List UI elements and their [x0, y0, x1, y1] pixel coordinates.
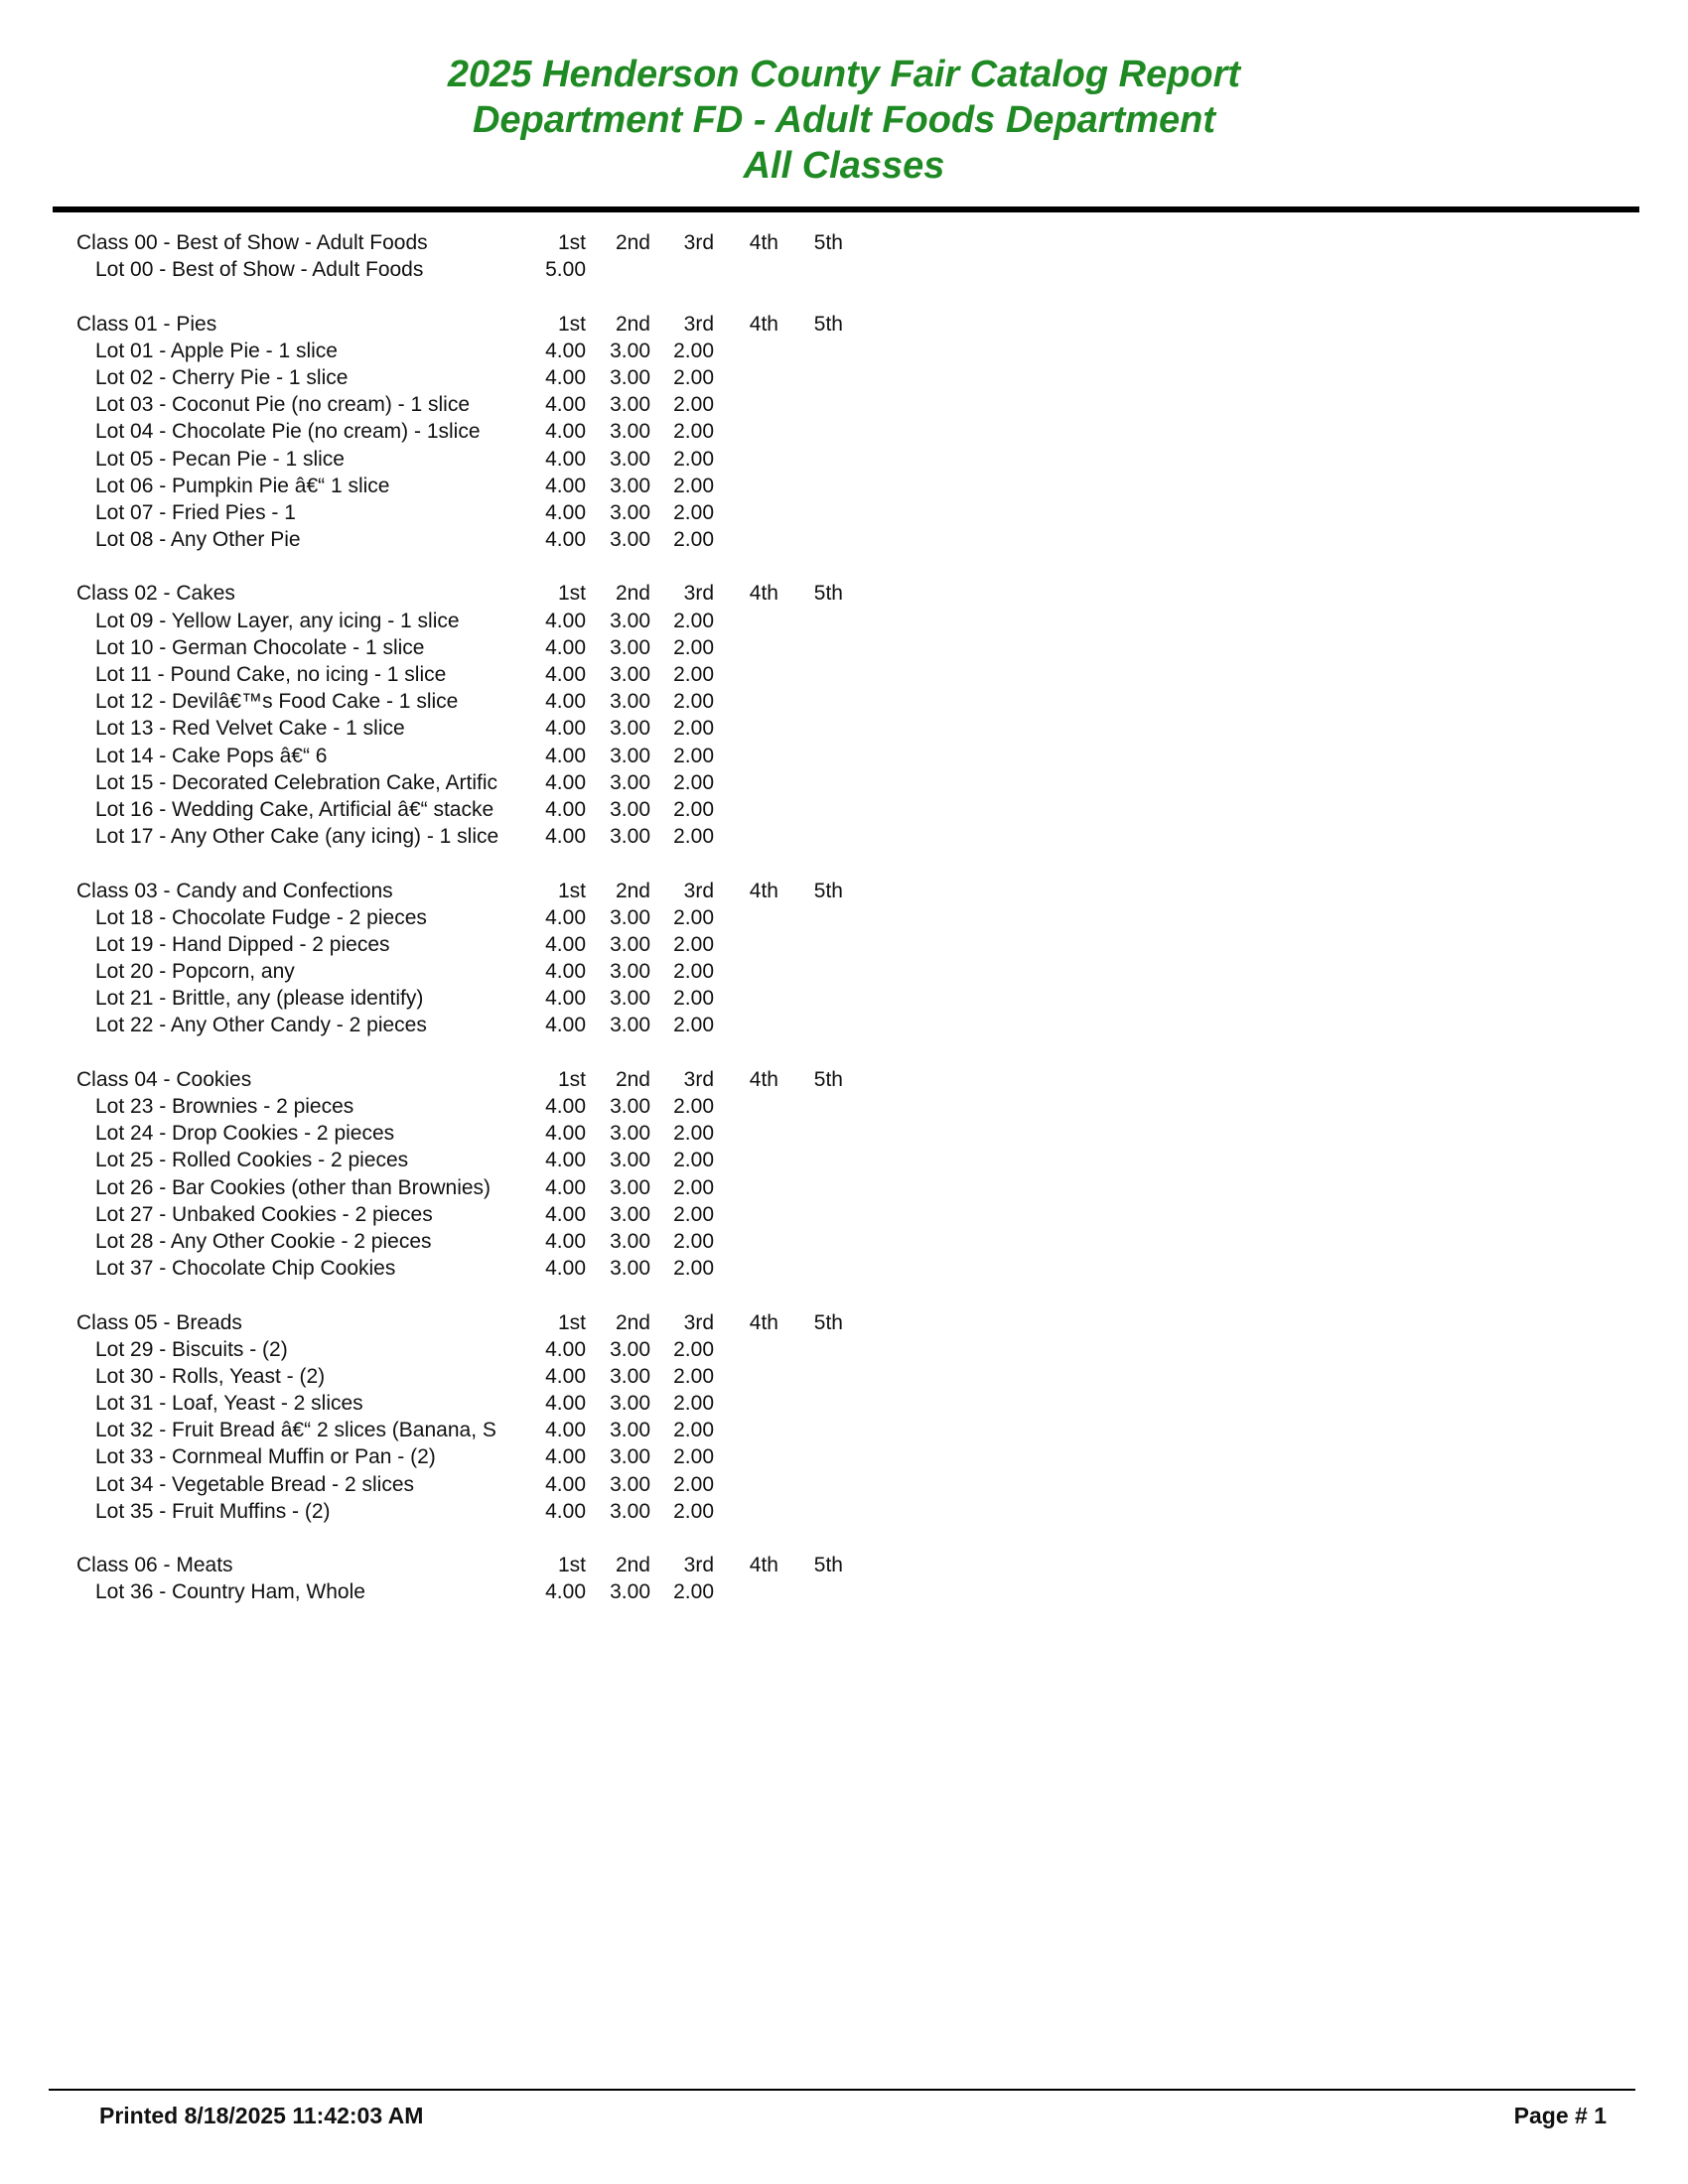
class-name: Class 03 - Candy and Confections: [76, 879, 393, 902]
report-title-line-2: Department FD - Adult Foods Department: [472, 99, 1216, 141]
prize-amount: 3.00: [610, 393, 650, 417]
prize-amount: 4.00: [545, 1257, 586, 1281]
prize-amount: 2.00: [673, 1229, 714, 1253]
prize-amount: 4.00: [545, 1149, 586, 1172]
place-header: 2nd: [615, 231, 650, 254]
lot-row: [76, 1471, 871, 1498]
prize-amount: 4.00: [545, 609, 586, 632]
lot-name: Lot 08 - Any Other Pie: [95, 528, 301, 552]
lot-name: Lot 06 - Pumpkin Pie â€“ 1 slice: [95, 474, 390, 497]
lot-row: [76, 688, 871, 715]
prize-amount: 4.00: [545, 365, 586, 389]
prize-amount: 4.00: [545, 1364, 586, 1388]
lot-row: [76, 1147, 871, 1173]
prize-amount: 2.00: [673, 1095, 714, 1118]
class-spacer: [76, 553, 871, 580]
lot-name: Lot 27 - Unbaked Cookies - 2 pieces: [95, 1202, 433, 1226]
prize-amount: 4.00: [545, 1202, 586, 1226]
lot-row: [76, 1255, 871, 1282]
lot-row: [76, 256, 871, 283]
class-name: Class 04 - Cookies: [76, 1067, 252, 1091]
lot-row: [76, 1417, 871, 1443]
class-header-row: [76, 878, 871, 904]
lot-name: Lot 20 - Popcorn, any: [95, 960, 295, 984]
lot-name: Lot 01 - Apple Pie - 1 slice: [95, 339, 338, 362]
prize-amount: 4.00: [545, 797, 586, 821]
prize-amount: 3.00: [610, 528, 650, 552]
report-title-line-3: All Classes: [743, 145, 945, 187]
prize-amount: 4.00: [545, 528, 586, 552]
lot-row: [76, 608, 871, 634]
prize-amount: 3.00: [610, 1580, 650, 1604]
lot-name: Lot 19 - Hand Dipped - 2 pieces: [95, 932, 390, 956]
place-header: 2nd: [615, 1067, 650, 1091]
prize-amount: 5.00: [545, 258, 586, 282]
prize-amount: 2.00: [673, 1014, 714, 1037]
lot-name: Lot 31 - Loaf, Yeast - 2 slices: [95, 1392, 363, 1416]
class-name: Class 02 - Cakes: [76, 582, 235, 606]
lot-row: [76, 418, 871, 445]
lot-row: [76, 743, 871, 769]
prize-amount: 4.00: [545, 690, 586, 714]
page-number: Page # 1: [1513, 2103, 1607, 2128]
lot-name: Lot 25 - Rolled Cookies - 2 pieces: [95, 1149, 409, 1172]
prize-amount: 4.00: [545, 1499, 586, 1523]
place-header: 4th: [749, 879, 778, 902]
lot-name: Lot 13 - Red Velvet Cake - 1 slice: [95, 717, 405, 741]
place-header: 3rd: [683, 1067, 714, 1091]
class-header-row: [76, 229, 871, 256]
lot-name: Lot 33 - Cornmeal Muffin or Pan - (2): [95, 1445, 436, 1469]
class-header-row: [76, 580, 871, 607]
place-header: 1st: [557, 1310, 586, 1334]
prize-amount: 2.00: [673, 447, 714, 471]
prize-amount: 2.00: [673, 1499, 714, 1523]
place-header: 2nd: [615, 582, 650, 606]
lot-name: Lot 35 - Fruit Muffins - (2): [95, 1499, 331, 1523]
lot-name: Lot 24 - Drop Cookies - 2 pieces: [95, 1122, 395, 1146]
prize-amount: 4.00: [545, 663, 586, 686]
prize-amount: 2.00: [673, 770, 714, 794]
prize-amount: 4.00: [545, 447, 586, 471]
place-header: 5th: [813, 582, 843, 606]
report-title-line-1: 2025 Henderson County Fair Catalog Report: [447, 54, 1241, 95]
prize-amount: 3.00: [610, 1202, 650, 1226]
place-header: 2nd: [615, 1310, 650, 1334]
lot-name: Lot 30 - Rolls, Yeast - (2): [95, 1364, 326, 1388]
lot-name: Lot 23 - Brownies - 2 pieces: [95, 1095, 354, 1118]
place-header: 2nd: [615, 312, 650, 336]
prize-amount: 2.00: [673, 635, 714, 659]
prize-amount: 3.00: [610, 717, 650, 741]
place-header: 3rd: [683, 312, 714, 336]
prize-amount: 4.00: [545, 635, 586, 659]
prize-amount: 3.00: [610, 447, 650, 471]
prize-amount: 2.00: [673, 744, 714, 767]
prize-amount: 2.00: [673, 905, 714, 929]
lot-name: Lot 14 - Cake Pops â€“ 6: [95, 744, 328, 767]
place-header: 4th: [749, 1310, 778, 1334]
prize-amount: 3.00: [610, 825, 650, 849]
lot-name: Lot 32 - Fruit Bread â€“ 2 slices (Banana, S: [95, 1419, 496, 1442]
place-header: 4th: [749, 312, 778, 336]
prize-amount: 2.00: [673, 825, 714, 849]
class-spacer: [76, 1525, 871, 1552]
lot-name: Lot 00 - Best of Show - Adult Foods: [95, 258, 424, 282]
class-name: Class 05 - Breads: [76, 1310, 242, 1334]
prize-amount: 4.00: [545, 339, 586, 362]
prize-amount: 4.00: [545, 717, 586, 741]
lot-row: [76, 1093, 871, 1120]
prize-amount: 4.00: [545, 420, 586, 444]
prize-amount: 4.00: [545, 932, 586, 956]
prize-amount: 2.00: [673, 717, 714, 741]
lot-name: Lot 21 - Brittle, any (please identify): [95, 987, 424, 1011]
prize-amount: 2.00: [673, 393, 714, 417]
prize-amount: 4.00: [545, 770, 586, 794]
lot-name: Lot 18 - Chocolate Fudge - 2 pieces: [95, 905, 427, 929]
prize-amount: 3.00: [610, 1014, 650, 1037]
report-title: [0, 52, 1688, 189]
class-name: Class 01 - Pies: [76, 312, 217, 336]
lot-name: Lot 03 - Coconut Pie (no cream) - 1 slice: [95, 393, 470, 417]
lot-name: Lot 29 - Biscuits - (2): [95, 1337, 288, 1361]
prize-amount: 4.00: [545, 1392, 586, 1416]
lot-name: Lot 07 - Fried Pies - 1: [95, 500, 296, 524]
prize-amount: 3.00: [610, 500, 650, 524]
prize-amount: 2.00: [673, 1472, 714, 1496]
prize-amount: 2.00: [673, 1580, 714, 1604]
footer-divider: [49, 2089, 1635, 2091]
prize-amount: 2.00: [673, 1337, 714, 1361]
place-header: 1st: [557, 879, 586, 902]
lot-name: Lot 28 - Any Other Cookie - 2 pieces: [95, 1229, 432, 1253]
lot-row: [76, 931, 871, 958]
place-header: 3rd: [683, 879, 714, 902]
prize-amount: 3.00: [610, 1229, 650, 1253]
prize-amount: 3.00: [610, 744, 650, 767]
lot-row: [76, 634, 871, 661]
prize-amount: 2.00: [673, 500, 714, 524]
prize-amount: 4.00: [545, 474, 586, 497]
lot-row: [76, 1120, 871, 1147]
lot-row: [76, 823, 871, 850]
prize-amount: 4.00: [545, 960, 586, 984]
prize-amount: 4.00: [545, 1419, 586, 1442]
place-header: 1st: [557, 312, 586, 336]
prize-amount: 4.00: [545, 1337, 586, 1361]
prize-amount: 4.00: [545, 1472, 586, 1496]
place-header: 3rd: [683, 1310, 714, 1334]
lot-row: [76, 1228, 871, 1255]
place-header: 5th: [813, 879, 843, 902]
prize-amount: 2.00: [673, 1122, 714, 1146]
class-spacer: [76, 283, 871, 310]
prize-amount: 3.00: [610, 1499, 650, 1523]
prize-amount: 2.00: [673, 1445, 714, 1469]
prize-amount: 3.00: [610, 1337, 650, 1361]
prize-amount: 2.00: [673, 932, 714, 956]
place-header: 5th: [813, 1554, 843, 1577]
prize-amount: 4.00: [545, 1580, 586, 1604]
place-header: 1st: [557, 582, 586, 606]
lot-row: [76, 1363, 871, 1390]
prize-amount: 3.00: [610, 1257, 650, 1281]
class-header-row: [76, 1066, 871, 1093]
lot-row: [76, 446, 871, 473]
prize-amount: 2.00: [673, 420, 714, 444]
place-header: 4th: [749, 1067, 778, 1091]
prize-amount: 2.00: [673, 528, 714, 552]
lot-name: Lot 09 - Yellow Layer, any icing - 1 slice: [95, 609, 460, 632]
prize-amount: 2.00: [673, 690, 714, 714]
prize-amount: 3.00: [610, 609, 650, 632]
lot-row: [76, 769, 871, 796]
prize-amount: 3.00: [610, 1149, 650, 1172]
prize-amount: 4.00: [545, 825, 586, 849]
prize-amount: 3.00: [610, 1392, 650, 1416]
lot-row: [76, 985, 871, 1012]
place-header: 1st: [557, 231, 586, 254]
prize-amount: 3.00: [610, 1364, 650, 1388]
prize-amount: 3.00: [610, 905, 650, 929]
lot-name: Lot 22 - Any Other Candy - 2 pieces: [95, 1014, 427, 1037]
class-spacer: [76, 850, 871, 877]
prize-amount: 2.00: [673, 663, 714, 686]
class-spacer: [76, 1039, 871, 1066]
lot-name: Lot 11 - Pound Cake, no icing - 1 slice: [95, 663, 447, 686]
prize-amount: 3.00: [610, 1445, 650, 1469]
prize-amount: 2.00: [673, 987, 714, 1011]
lot-row: [76, 1201, 871, 1228]
lot-row: [76, 364, 871, 391]
prize-amount: 2.00: [673, 609, 714, 632]
place-header: 5th: [813, 1067, 843, 1091]
prize-amount: 4.00: [545, 744, 586, 767]
class-spacer: [76, 1282, 871, 1308]
class-list: [76, 229, 871, 1606]
prize-amount: 2.00: [673, 474, 714, 497]
prize-amount: 3.00: [610, 1175, 650, 1199]
lot-name: Lot 36 - Country Ham, Whole: [95, 1580, 365, 1604]
lot-name: Lot 26 - Bar Cookies (other than Brownies): [95, 1175, 492, 1199]
printed-timestamp: Printed 8/18/2025 11:42:03 AM: [99, 2103, 424, 2128]
prize-amount: 3.00: [610, 663, 650, 686]
prize-amount: 2.00: [673, 1392, 714, 1416]
prize-amount: 3.00: [610, 690, 650, 714]
place-header: 2nd: [615, 1554, 650, 1577]
lot-row: [76, 338, 871, 364]
lot-row: [76, 1578, 871, 1605]
lot-name: Lot 04 - Chocolate Pie (no cream) - 1slice: [95, 420, 481, 444]
place-header: 5th: [813, 312, 843, 336]
lot-row: [76, 1443, 871, 1470]
class-header-row: [76, 311, 871, 338]
prize-amount: 4.00: [545, 1122, 586, 1146]
prize-amount: 2.00: [673, 1202, 714, 1226]
prize-amount: 2.00: [673, 1175, 714, 1199]
place-header: 3rd: [683, 1554, 714, 1577]
lot-name: Lot 05 - Pecan Pie - 1 slice: [95, 447, 345, 471]
lot-row: [76, 715, 871, 742]
lot-name: Lot 10 - German Chocolate - 1 slice: [95, 635, 425, 659]
prize-amount: 4.00: [545, 987, 586, 1011]
prize-amount: 4.00: [545, 393, 586, 417]
lot-row: [76, 1012, 871, 1038]
prize-amount: 3.00: [610, 770, 650, 794]
place-header: 4th: [749, 231, 778, 254]
prize-amount: 3.00: [610, 960, 650, 984]
place-header: 1st: [557, 1067, 586, 1091]
lot-row: [76, 661, 871, 688]
prize-amount: 4.00: [545, 1445, 586, 1469]
lot-name: Lot 37 - Chocolate Chip Cookies: [95, 1257, 396, 1281]
prize-amount: 3.00: [610, 797, 650, 821]
lot-name: Lot 02 - Cherry Pie - 1 slice: [95, 365, 349, 389]
prize-amount: 3.00: [610, 420, 650, 444]
prize-amount: 3.00: [610, 339, 650, 362]
lot-name: Lot 17 - Any Other Cake (any icing) - 1 slice: [95, 825, 499, 849]
lot-name: Lot 15 - Decorated Celebration Cake, Artific: [95, 770, 498, 794]
prize-amount: 3.00: [610, 987, 650, 1011]
prize-amount: 4.00: [545, 1229, 586, 1253]
prize-amount: 2.00: [673, 1149, 714, 1172]
prize-amount: 3.00: [610, 1122, 650, 1146]
lot-row: [76, 473, 871, 499]
place-header: 3rd: [683, 231, 714, 254]
prize-amount: 4.00: [545, 1014, 586, 1037]
place-header: 5th: [813, 231, 843, 254]
lot-row: [76, 526, 871, 553]
prize-amount: 3.00: [610, 1095, 650, 1118]
prize-amount: 2.00: [673, 1364, 714, 1388]
lot-row: [76, 1336, 871, 1363]
lot-row: [76, 958, 871, 985]
class-header-row: [76, 1552, 871, 1578]
lot-row: [76, 904, 871, 931]
prize-amount: 4.00: [545, 1095, 586, 1118]
lot-row: [76, 1174, 871, 1201]
lot-row: [76, 391, 871, 418]
lot-name: Lot 34 - Vegetable Bread - 2 slices: [95, 1472, 415, 1496]
class-name: Class 06 - Meats: [76, 1554, 233, 1577]
place-header: 4th: [749, 1554, 778, 1577]
prize-amount: 2.00: [673, 365, 714, 389]
place-header: 4th: [749, 582, 778, 606]
prize-amount: 2.00: [673, 1419, 714, 1442]
prize-amount: 2.00: [673, 797, 714, 821]
lot-row: [76, 796, 871, 823]
prize-amount: 3.00: [610, 365, 650, 389]
lot-name: Lot 12 - Devilâ€™s Food Cake - 1 slice: [95, 690, 459, 714]
prize-amount: 3.00: [610, 1419, 650, 1442]
prize-amount: 3.00: [610, 932, 650, 956]
place-header: 2nd: [615, 879, 650, 902]
prize-amount: 2.00: [673, 1257, 714, 1281]
header-divider: [53, 206, 1639, 212]
prize-amount: 2.00: [673, 339, 714, 362]
class-header-row: [76, 1309, 871, 1336]
prize-amount: 4.00: [545, 500, 586, 524]
class-name: Class 00 - Best of Show - Adult Foods: [76, 231, 428, 254]
prize-amount: 3.00: [610, 1472, 650, 1496]
prize-amount: 4.00: [545, 905, 586, 929]
lot-name: Lot 16 - Wedding Cake, Artificial â€“ stacke: [95, 797, 494, 821]
prize-amount: 4.00: [545, 1175, 586, 1199]
prize-amount: 3.00: [610, 474, 650, 497]
prize-amount: 2.00: [673, 960, 714, 984]
lot-row: [76, 1390, 871, 1417]
place-header: 3rd: [683, 582, 714, 606]
lot-row: [76, 499, 871, 526]
prize-amount: 3.00: [610, 635, 650, 659]
lot-row: [76, 1498, 871, 1525]
place-header: 5th: [813, 1310, 843, 1334]
place-header: 1st: [557, 1554, 586, 1577]
